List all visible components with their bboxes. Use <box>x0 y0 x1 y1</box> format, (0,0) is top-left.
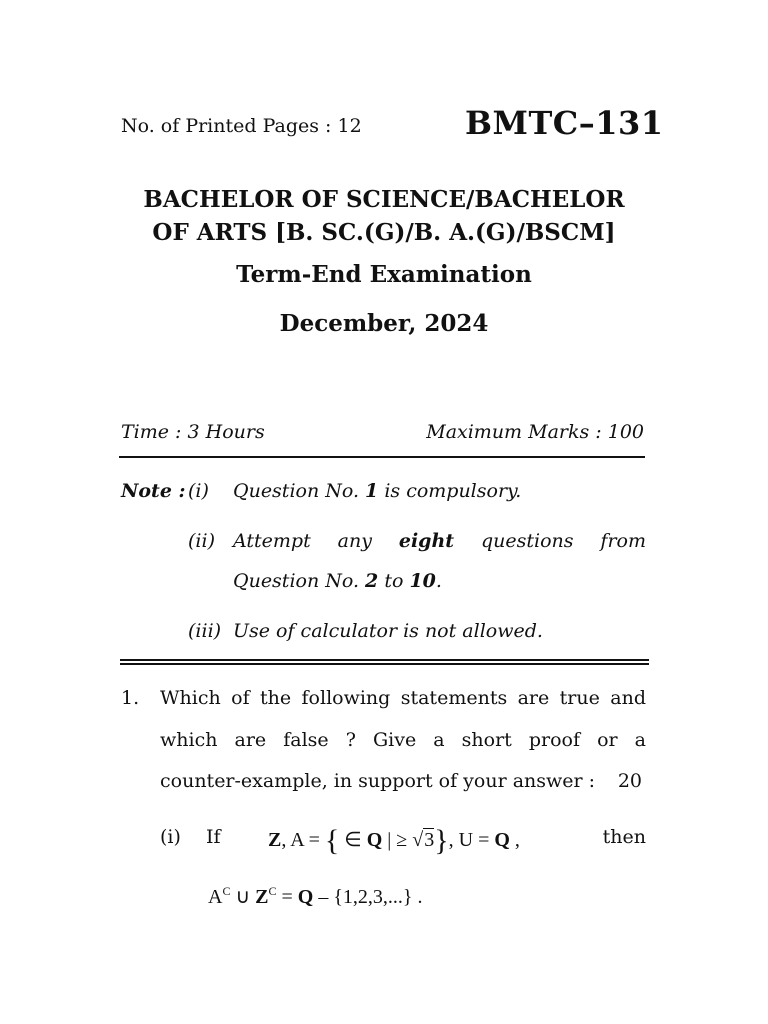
note-item-number: (i) <box>188 480 209 502</box>
question-text: counter-example, in support of your answer : <box>160 770 596 792</box>
double-divider-top <box>120 659 649 661</box>
question-text-line <box>160 770 646 792</box>
note-item-number: (iii) <box>188 620 222 642</box>
note-item-text: Use of calculator is not allowed. <box>233 620 543 642</box>
programme-title-line1: BACHELOR OF SCIENCE/BACHELOR <box>143 186 625 213</box>
programme-title-line2: OF ARTS [B. SC.(G)/B. A.(G)/BSCM] <box>152 219 616 246</box>
subquestion-number: (i) <box>160 826 181 848</box>
question-text-line: Which of the following statements are true and <box>160 687 646 709</box>
note-item-text-continued: Question No. 2 to 10. <box>233 570 442 592</box>
subquestion-if: If <box>206 826 221 848</box>
maximum-marks: Maximum Marks : 100 <box>426 421 644 443</box>
question-marks: 20 <box>617 770 642 792</box>
subquestion-then: then <box>602 826 646 848</box>
math-expression-complement: $A^C$ ∪ $Z^C = Q - \{1,2,3,...\}$ . <box>208 884 423 908</box>
question-number: 1. <box>121 687 140 709</box>
exam-name: Term-End Examination <box>236 261 532 288</box>
math-expression-sets: Z, A = { ∈ Q | ≥ √3}, U = Q , <box>268 824 520 857</box>
exam-date: December, 2024 <box>279 310 489 337</box>
double-divider-bottom <box>120 663 649 665</box>
course-code: BMTC–131 <box>465 104 664 142</box>
question-text-line: which are false ? Give a short proof or a <box>160 729 646 751</box>
note-item-number: (ii) <box>188 530 215 552</box>
note-item-text: Attempt any eight questions from <box>233 530 646 552</box>
printed-pages-count: No. of Printed Pages : 12 <box>121 115 362 137</box>
note-label: Note : <box>121 480 186 502</box>
note-item-text: Question No. 1 is compulsory. <box>233 480 522 502</box>
time-allowed: Time : 3 Hours <box>121 421 265 443</box>
divider <box>119 456 645 458</box>
